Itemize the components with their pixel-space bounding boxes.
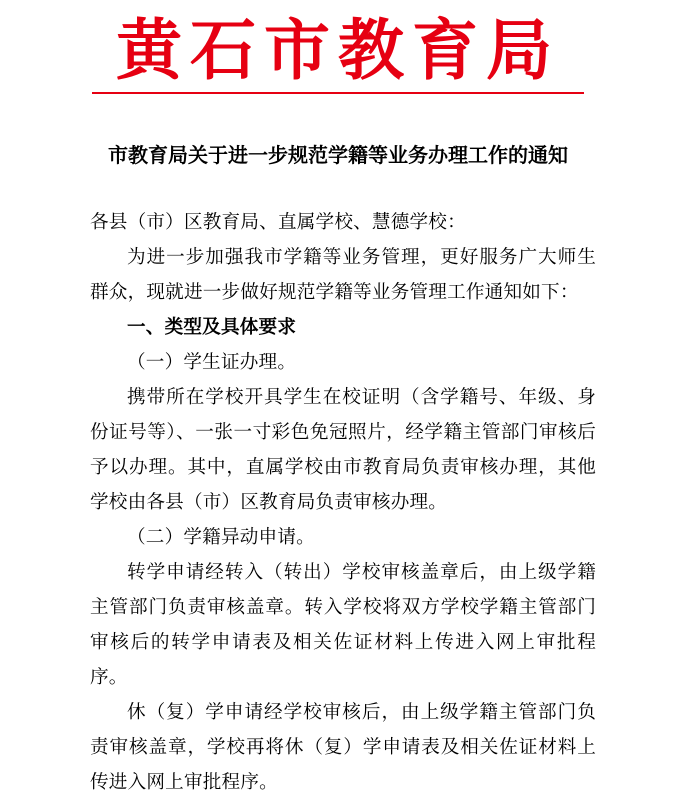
- red-divider-line: [92, 92, 584, 94]
- salutation: 各县（市）区教育局、直属学校、慧德学校：: [90, 212, 466, 233]
- subsection-heading-2: （二）学籍异动申请。: [127, 527, 315, 548]
- intro-paragraph: 为进一步加强我市学籍等业务管理，更好服务广大师生群众，现就进一步做好规范学籍等业务管理工作通知如下：: [90, 247, 596, 303]
- document-title: 市教育局关于进一步规范学籍等业务办理工作的通知: [108, 143, 568, 167]
- document-body: [90, 205, 596, 800]
- subsection-2-body-2: 休（复）学申请经学校审核后，由上级学籍主管部门负责审核盖章，学校再将休（复）学申请表及相关佐证材料上传进入网上审批程序。: [90, 702, 596, 793]
- subsection-1-body: 携带所在学校开具学生在校证明（含学籍号、年级、身份证号等）、一张一寸彩色免冠照片，经学籍主管部门审核后予以办理。其中，直属学校由市教育局负责审核办理，其他学校由各县（市）区教育局负责审核办理。: [90, 387, 596, 513]
- section-heading-1: 一、类型及具体要求: [127, 317, 297, 338]
- subsection-2-body-1: 转学申请经转入（转出）学校审核盖章后，由上级学籍主管部门负责审核盖章。转入学校将双方学校学籍主管部门审核后的转学申请表及相关佐证材料上传进入网上审批程序。: [90, 562, 596, 688]
- masthead-title: 黄石市教育局: [116, 11, 560, 89]
- subsection-heading-1: （一）学生证办理。: [127, 352, 297, 373]
